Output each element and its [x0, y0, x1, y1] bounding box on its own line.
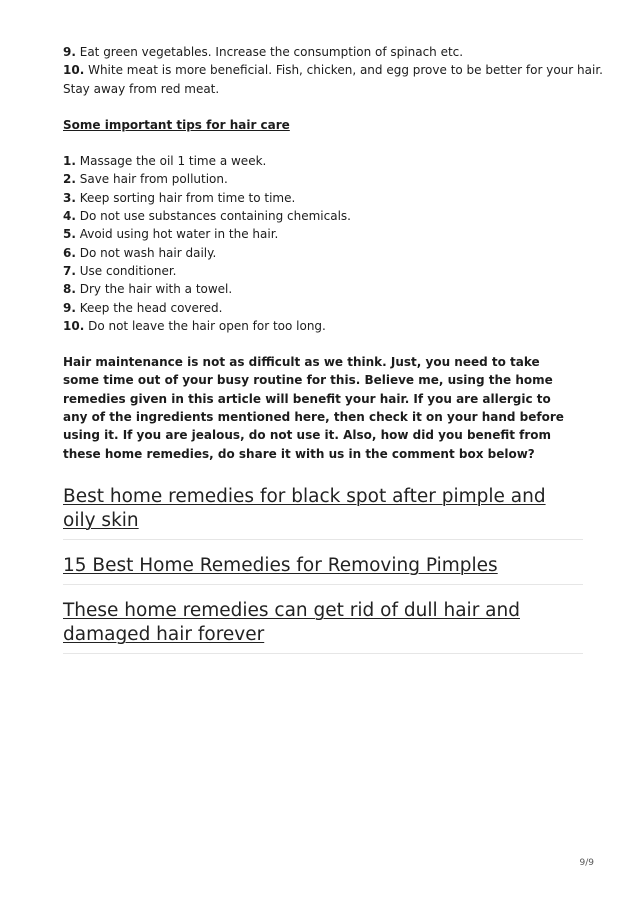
- list-text: Do not leave the hair open for too long.: [84, 318, 326, 333]
- list-text: Avoid using hot water in the hair.: [75, 227, 279, 242]
- list-text: White meat is more beneficial. Fish, chicken, and egg prove to be better for your hair.: [84, 63, 603, 78]
- list-item: [63, 152, 583, 170]
- related-link-item: [63, 554, 583, 585]
- page-number: 9/9: [579, 858, 594, 868]
- closing-paragraph: Hair maintenance is not as difficult as we think. Just, you need to take some time out of your busy routine for this. Believe me, using the home remedies given in this article will benefit your hair. If you are allergic to any of the ingredients mentioned here, then check it on your hand before using it. If you are jealous, do not use it. Also, how did you benefit from these home remedies, do share it with us in the comment box below?: [63, 355, 564, 461]
- list-text: Keep the head covered.: [75, 300, 223, 315]
- list-item: [63, 189, 583, 207]
- list-text: Do not wash hair daily.: [75, 245, 217, 260]
- list-number: 10.: [63, 318, 85, 333]
- list-number: 6.: [63, 245, 76, 260]
- list-item: [63, 170, 583, 188]
- related-link-item: [63, 599, 583, 654]
- tips-list: [63, 152, 583, 335]
- list-item: [63, 61, 603, 79]
- list-item: [63, 43, 583, 61]
- document-page: [63, 43, 603, 654]
- list-text: Use conditioner.: [75, 263, 177, 278]
- list-number: 8.: [63, 282, 76, 297]
- list-item: [63, 299, 583, 317]
- list-text: Eat green vegetables. Increase the consumption of spinach etc.: [75, 45, 464, 59]
- list-number: 5.: [63, 227, 76, 242]
- list-item: [63, 262, 583, 280]
- list-number: 9.: [63, 300, 76, 315]
- list-text: Massage the oil 1 time a week.: [75, 154, 267, 169]
- list-item: [63, 244, 583, 262]
- list-number: 4.: [63, 209, 76, 224]
- list-text: Do not use substances containing chemicals.: [75, 209, 351, 224]
- related-link-dull-hair[interactable]: These home remedies can get rid of dull hair and damaged hair forever: [63, 599, 520, 645]
- list-text: Keep sorting hair from time to time.: [75, 190, 296, 205]
- list-item-continuation: Stay away from red meat.: [63, 81, 220, 96]
- list-text: Dry the hair with a towel.: [75, 282, 233, 297]
- list-item: [63, 317, 583, 335]
- list-item: [63, 207, 583, 225]
- list-number: 3.: [63, 190, 76, 205]
- list-item: [63, 225, 583, 243]
- related-link-black-spot[interactable]: Best home remedies for black spot after pimple and oily skin: [63, 485, 546, 531]
- list-number: 7.: [63, 263, 76, 278]
- tips-heading: Some important tips for hair care: [63, 117, 290, 132]
- list-number: 10.: [63, 63, 85, 78]
- list-text: Save hair from pollution.: [75, 172, 228, 187]
- list-item: [63, 280, 583, 298]
- related-link-item: [63, 485, 583, 540]
- list-number: 1.: [63, 154, 76, 169]
- related-link-pimples[interactable]: 15 Best Home Remedies for Removing Pimples: [63, 554, 498, 576]
- list-number: 9.: [63, 45, 76, 59]
- list-number: 2.: [63, 172, 76, 187]
